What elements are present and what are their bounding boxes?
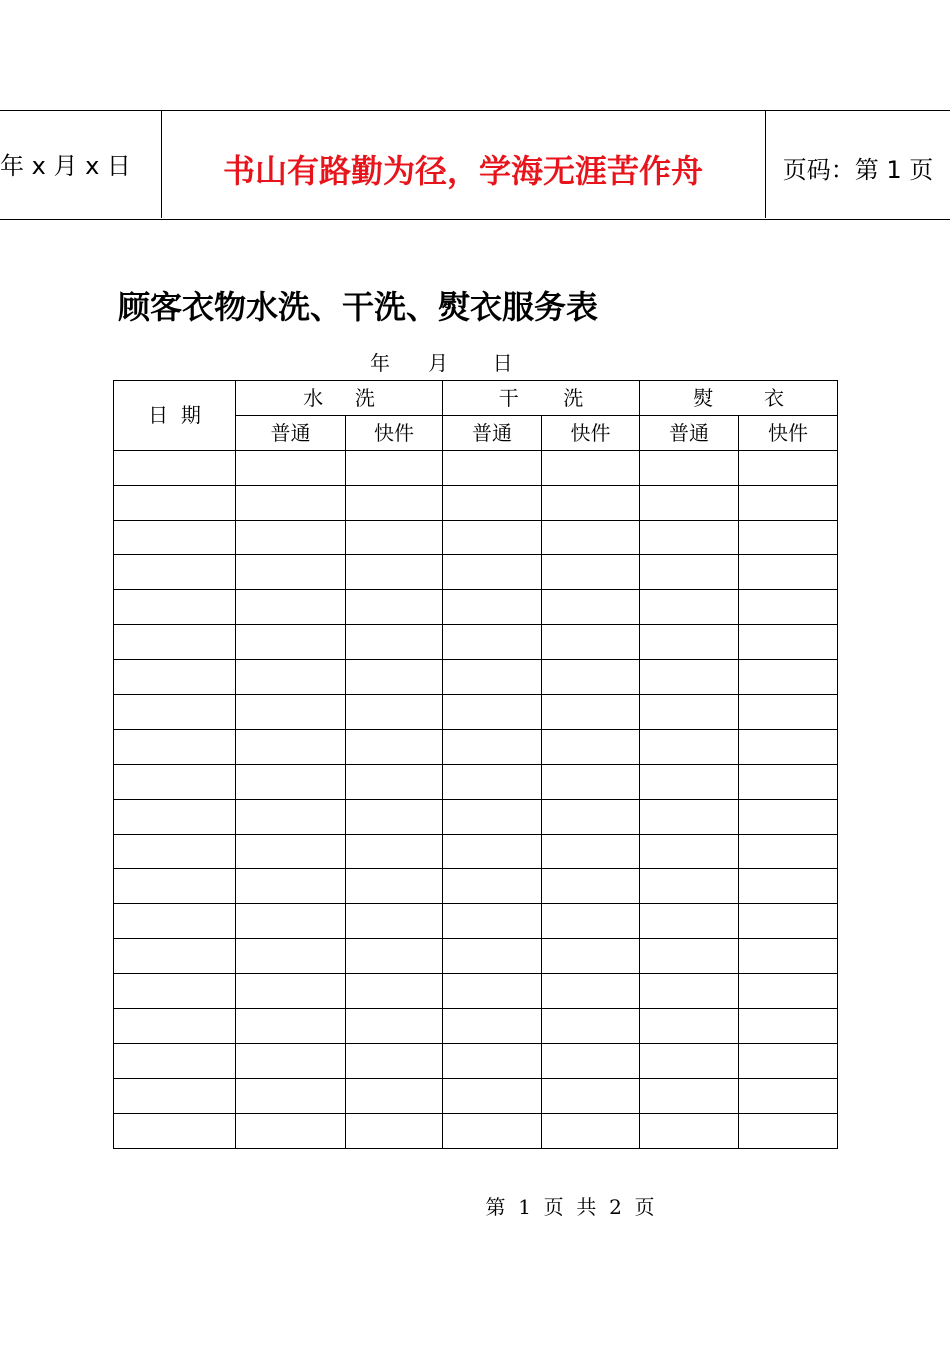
entry-cell[interactable] <box>236 974 346 1009</box>
entry-cell[interactable] <box>236 660 346 695</box>
entry-cell[interactable] <box>236 799 346 834</box>
entry-cell[interactable] <box>739 729 838 764</box>
entry-cell[interactable] <box>542 834 640 869</box>
entry-cell[interactable] <box>346 869 443 904</box>
table-row <box>114 520 838 555</box>
entry-cell[interactable] <box>346 1009 443 1044</box>
table-row <box>114 729 838 764</box>
entry-cell[interactable] <box>640 1113 739 1148</box>
entry-cell[interactable] <box>640 834 739 869</box>
entry-cell[interactable] <box>542 729 640 764</box>
table-row <box>114 485 838 520</box>
entry-cell[interactable] <box>346 450 443 485</box>
entry-cell[interactable] <box>640 1043 739 1078</box>
date-cell[interactable] <box>114 729 236 764</box>
entry-cell[interactable] <box>443 1043 542 1078</box>
table-header-row <box>114 381 838 416</box>
date-cell[interactable] <box>114 939 236 974</box>
entry-cell[interactable] <box>739 904 838 939</box>
entry-cell[interactable] <box>640 764 739 799</box>
entry-cell[interactable] <box>739 1113 838 1148</box>
entry-cell[interactable] <box>542 904 640 939</box>
entry-cell[interactable] <box>640 974 739 1009</box>
date-cell[interactable] <box>114 1043 236 1078</box>
entry-cell[interactable] <box>443 764 542 799</box>
entry-cell[interactable] <box>443 729 542 764</box>
entry-cell[interactable] <box>542 590 640 625</box>
date-cell[interactable] <box>114 625 236 660</box>
entry-cell[interactable] <box>443 1009 542 1044</box>
entry-cell[interactable] <box>443 974 542 1009</box>
wash-regular-header: 普通 <box>236 415 346 450</box>
entry-cell[interactable] <box>640 520 739 555</box>
service-table <box>113 380 838 1149</box>
entry-cell[interactable] <box>739 485 838 520</box>
page-footer: 第 1 页 共 2 页 <box>485 1195 655 1219</box>
entry-cell[interactable] <box>739 590 838 625</box>
entry-cell[interactable] <box>640 695 739 730</box>
entry-cell[interactable] <box>346 799 443 834</box>
ironing-group-header: 熨 衣 <box>640 381 838 416</box>
table-row <box>114 904 838 939</box>
entry-cell[interactable] <box>739 1078 838 1113</box>
entry-cell[interactable] <box>542 764 640 799</box>
entry-cell[interactable] <box>443 1078 542 1113</box>
entry-cell[interactable] <box>542 485 640 520</box>
ironing-express-header: 快件 <box>739 415 838 450</box>
entry-cell[interactable] <box>739 520 838 555</box>
entry-cell[interactable] <box>542 869 640 904</box>
entry-cell[interactable] <box>346 695 443 730</box>
entry-cell[interactable] <box>236 1043 346 1078</box>
form-title: 顾客衣物水洗、干洗、熨衣服务表 <box>118 288 599 326</box>
entry-cell[interactable] <box>346 729 443 764</box>
date-cell[interactable] <box>114 904 236 939</box>
table-row <box>114 625 838 660</box>
entry-cell[interactable] <box>236 555 346 590</box>
entry-cell[interactable] <box>542 799 640 834</box>
date-cell[interactable] <box>114 485 236 520</box>
entry-cell[interactable] <box>739 695 838 730</box>
entry-cell[interactable] <box>542 695 640 730</box>
entry-cell[interactable] <box>739 834 838 869</box>
entry-cell[interactable] <box>739 939 838 974</box>
entry-cell[interactable] <box>346 660 443 695</box>
entry-cell[interactable] <box>739 660 838 695</box>
entry-cell[interactable] <box>236 625 346 660</box>
entry-cell[interactable] <box>236 729 346 764</box>
entry-cell[interactable] <box>346 555 443 590</box>
date-cell[interactable] <box>114 695 236 730</box>
entry-cell[interactable] <box>739 974 838 1009</box>
table-row <box>114 660 838 695</box>
entry-cell[interactable] <box>346 625 443 660</box>
date-cell[interactable] <box>114 520 236 555</box>
entry-cell[interactable] <box>443 590 542 625</box>
date-cell[interactable] <box>114 1009 236 1044</box>
entry-cell[interactable] <box>236 450 346 485</box>
entry-cell[interactable] <box>542 974 640 1009</box>
table-row <box>114 450 838 485</box>
ironing-regular-header: 普通 <box>640 415 739 450</box>
date-cell[interactable] <box>114 450 236 485</box>
entry-cell[interactable] <box>640 660 739 695</box>
date-column-header: 日 期 <box>114 381 236 451</box>
entry-cell[interactable] <box>739 799 838 834</box>
date-cell[interactable] <box>114 834 236 869</box>
entry-cell[interactable] <box>346 974 443 1009</box>
dry-clean-regular-header: 普通 <box>443 415 542 450</box>
entry-cell[interactable] <box>640 729 739 764</box>
entry-cell[interactable] <box>443 555 542 590</box>
date-cell[interactable] <box>114 799 236 834</box>
entry-cell[interactable] <box>640 590 739 625</box>
wash-group-header: 水 洗 <box>236 381 443 416</box>
entry-cell[interactable] <box>236 1113 346 1148</box>
entry-cell[interactable] <box>542 1043 640 1078</box>
table-row <box>114 695 838 730</box>
table-row <box>114 869 838 904</box>
entry-cell[interactable] <box>346 1113 443 1148</box>
entry-cell[interactable] <box>443 660 542 695</box>
date-cell[interactable] <box>114 1113 236 1148</box>
entry-cell[interactable] <box>640 1078 739 1113</box>
entry-cell[interactable] <box>346 520 443 555</box>
entry-cell[interactable] <box>739 1009 838 1044</box>
entry-cell[interactable] <box>236 1009 346 1044</box>
entry-cell[interactable] <box>443 1113 542 1148</box>
entry-cell[interactable] <box>739 450 838 485</box>
entry-cell[interactable] <box>443 799 542 834</box>
date-cell[interactable] <box>114 660 236 695</box>
dry-clean-express-header: 快件 <box>542 415 640 450</box>
entry-cell[interactable] <box>542 1009 640 1044</box>
entry-cell[interactable] <box>236 869 346 904</box>
entry-cell[interactable] <box>236 904 346 939</box>
header-date: 年 x 月 x 日 <box>0 152 131 180</box>
entry-cell[interactable] <box>640 799 739 834</box>
entry-cell[interactable] <box>443 485 542 520</box>
entry-cell[interactable] <box>346 1043 443 1078</box>
wash-express-header: 快件 <box>346 415 443 450</box>
date-cell[interactable] <box>114 555 236 590</box>
entry-cell[interactable] <box>443 520 542 555</box>
entry-cell[interactable] <box>739 625 838 660</box>
entry-cell[interactable] <box>346 904 443 939</box>
entry-cell[interactable] <box>443 904 542 939</box>
entry-cell[interactable] <box>346 939 443 974</box>
table-row <box>114 1009 838 1044</box>
entry-cell[interactable] <box>443 869 542 904</box>
entry-cell[interactable] <box>542 555 640 590</box>
entry-cell[interactable] <box>542 625 640 660</box>
date-cell[interactable] <box>114 764 236 799</box>
entry-cell[interactable] <box>542 1078 640 1113</box>
table-row <box>114 590 838 625</box>
entry-cell[interactable] <box>542 1113 640 1148</box>
date-cell[interactable] <box>114 590 236 625</box>
entry-cell[interactable] <box>236 695 346 730</box>
table-row <box>114 1113 838 1148</box>
entry-cell[interactable] <box>346 485 443 520</box>
entry-cell[interactable] <box>346 590 443 625</box>
entry-cell[interactable] <box>346 1078 443 1113</box>
entry-cell[interactable] <box>542 660 640 695</box>
table-row <box>114 939 838 974</box>
entry-cell[interactable] <box>236 834 346 869</box>
table-row <box>114 834 838 869</box>
entry-cell[interactable] <box>640 485 739 520</box>
entry-cell[interactable] <box>236 1078 346 1113</box>
entry-cell[interactable] <box>443 834 542 869</box>
form-date-line: 年 月 日 <box>370 351 513 375</box>
entry-cell[interactable] <box>542 939 640 974</box>
entry-cell[interactable] <box>640 625 739 660</box>
entry-cell[interactable] <box>236 485 346 520</box>
entry-cell[interactable] <box>443 695 542 730</box>
table-row <box>114 1043 838 1078</box>
entry-cell[interactable] <box>739 555 838 590</box>
entry-cell[interactable] <box>640 450 739 485</box>
entry-cell[interactable] <box>640 1009 739 1044</box>
entry-cell[interactable] <box>346 764 443 799</box>
table-row <box>114 764 838 799</box>
entry-cell[interactable] <box>346 834 443 869</box>
entry-cell[interactable] <box>640 939 739 974</box>
table-row <box>114 555 838 590</box>
dry-clean-group-header: 干 洗 <box>443 381 640 416</box>
entry-cell[interactable] <box>640 555 739 590</box>
entry-cell[interactable] <box>236 939 346 974</box>
table-row <box>114 974 838 1009</box>
table-row <box>114 799 838 834</box>
entry-cell[interactable] <box>236 520 346 555</box>
entry-cell[interactable] <box>236 590 346 625</box>
date-cell[interactable] <box>114 974 236 1009</box>
entry-cell[interactable] <box>640 869 739 904</box>
entry-cell[interactable] <box>443 450 542 485</box>
entry-cell[interactable] <box>443 939 542 974</box>
header-motto: 书山有路勤为径，学海无涯苦作舟 <box>222 152 703 190</box>
entry-cell[interactable] <box>739 1043 838 1078</box>
date-cell[interactable] <box>114 869 236 904</box>
header-page-indicator: 页码：第 1 页 <box>782 156 934 184</box>
entry-cell[interactable] <box>640 904 739 939</box>
entry-cell[interactable] <box>542 450 640 485</box>
entry-cell[interactable] <box>236 764 346 799</box>
date-cell[interactable] <box>114 1078 236 1113</box>
entry-cell[interactable] <box>542 520 640 555</box>
entry-cell[interactable] <box>443 625 542 660</box>
table-row <box>114 1078 838 1113</box>
entry-cell[interactable] <box>739 869 838 904</box>
entry-cell[interactable] <box>739 764 838 799</box>
